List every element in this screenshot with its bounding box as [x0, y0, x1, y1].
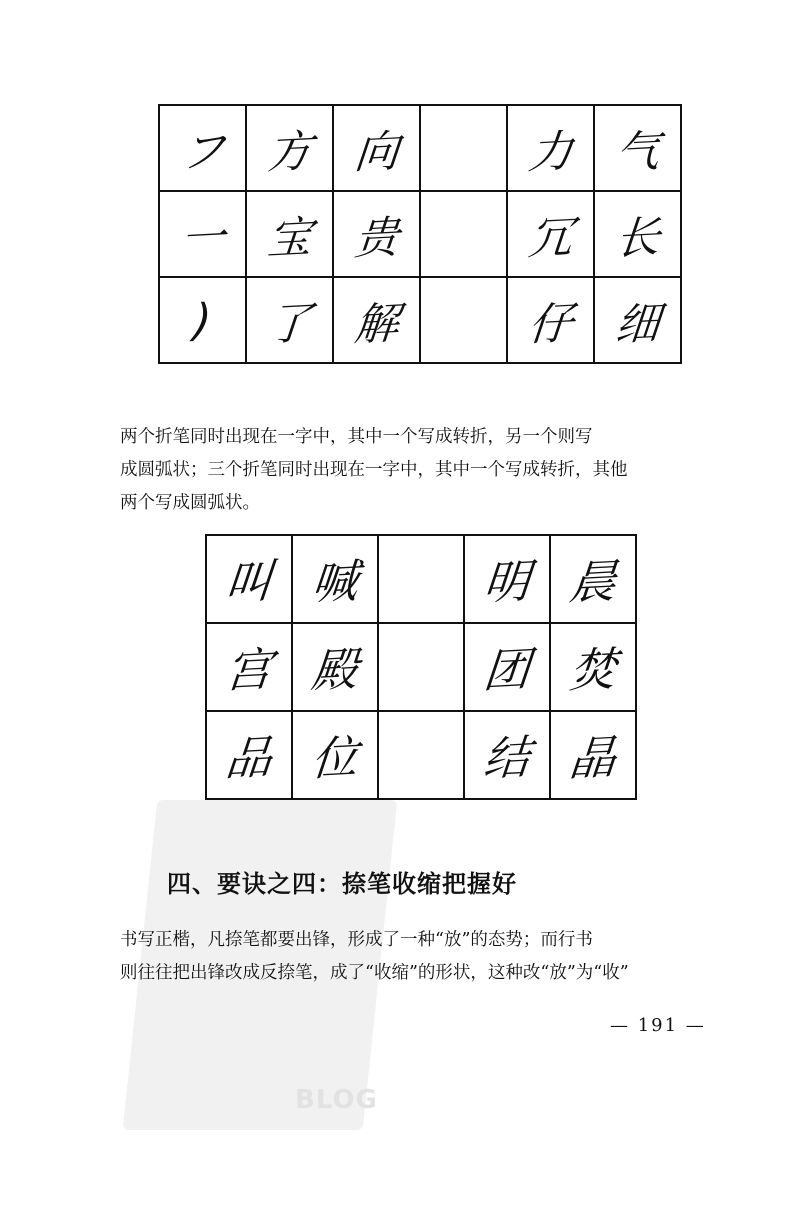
table-cell [420, 277, 507, 363]
handwritten-char: 明 [481, 553, 533, 611]
table-row [159, 277, 681, 363]
table-cell [246, 191, 333, 277]
handwritten-char: 位 [309, 729, 361, 787]
table-cell [159, 277, 246, 363]
table-cell [594, 105, 681, 191]
table-cell [378, 623, 464, 711]
handwritten-char: 宫 [223, 641, 275, 699]
table-cell [206, 535, 292, 623]
table-row [159, 105, 681, 191]
table-cell [159, 105, 246, 191]
table-cell [246, 277, 333, 363]
table-cell [464, 623, 550, 711]
table-cell [292, 711, 378, 799]
table-cell [507, 277, 594, 363]
handwritten-char: 晶 [567, 729, 619, 787]
section-heading: 四、要诀之四：捺笔收缩把握好 [167, 870, 517, 898]
handwritten-char: 了 [264, 297, 314, 352]
handwritten-char: 结 [481, 729, 533, 787]
handwritten-char: 殿 [309, 641, 361, 699]
table-cell [594, 191, 681, 277]
table-cell [507, 191, 594, 277]
handwritten-char: 气 [612, 125, 662, 180]
handwritten-char: ) [191, 294, 214, 346]
table-cell [550, 623, 636, 711]
handwritten-char: 长 [612, 211, 662, 266]
handwritten-char: 贵 [351, 211, 401, 266]
paragraph-line: 成圆弧状；三个折笔同时出现在一字中，其中一个写成转折，其他 [120, 460, 628, 480]
paragraph-1 [120, 421, 720, 520]
handwritten-char: 晨 [567, 553, 619, 611]
table-cell [378, 711, 464, 799]
table-cell [464, 535, 550, 623]
handwritten-char: 宝 [264, 211, 314, 266]
table-cell [464, 711, 550, 799]
table-cell [550, 535, 636, 623]
table-cell [206, 623, 292, 711]
paragraph-line: 两个写成圆弧状。 [120, 493, 260, 513]
table-cell [292, 623, 378, 711]
handwritten-char: 解 [351, 297, 401, 352]
table-row [159, 191, 681, 277]
table-row [206, 711, 636, 799]
watermark-text: BLOG [295, 1085, 378, 1115]
table-cell [594, 277, 681, 363]
table-cell [292, 535, 378, 623]
handwritten-char: 团 [481, 641, 533, 699]
paragraph-line: 书写正楷，凡捺笔都要出锋，形成了一种“放”的态势；而行书 [120, 930, 593, 950]
handwritten-char: 焚 [567, 641, 619, 699]
handwritten-char: 仔 [525, 297, 575, 352]
table-cell [333, 277, 420, 363]
table-cell [550, 711, 636, 799]
table-row [206, 535, 636, 623]
handwritten-char: 向 [351, 125, 401, 180]
table-row [206, 623, 636, 711]
handwritten-char: 一 [177, 211, 227, 266]
table-cell [420, 105, 507, 191]
table-cell [378, 535, 464, 623]
handwriting-table-1 [158, 104, 682, 364]
page-number: — 191 — [610, 1015, 706, 1036]
table-cell [246, 105, 333, 191]
handwritten-char: フ [177, 125, 227, 180]
handwritten-char: 冗 [525, 211, 575, 266]
table-cell [159, 191, 246, 277]
table-cell [420, 191, 507, 277]
table-cell [507, 105, 594, 191]
handwritten-char: 力 [525, 125, 575, 180]
handwritten-char: 品 [223, 729, 275, 787]
table-cell [333, 191, 420, 277]
handwritten-char: 喊 [309, 553, 361, 611]
table-cell [333, 105, 420, 191]
handwriting-table-2 [205, 534, 637, 800]
table-cell [206, 711, 292, 799]
paragraph-2 [120, 924, 720, 990]
paragraph-line: 两个折笔同时出现在一字中，其中一个写成转折，另一个则写 [120, 427, 593, 447]
handwritten-char: 方 [264, 125, 314, 180]
handwritten-char: 叫 [223, 553, 275, 611]
handwritten-char: 细 [612, 297, 662, 352]
paragraph-line: 则往往把出锋改成反捺笔，成了“收缩”的形状，这种改“放”为“收” [120, 963, 629, 983]
